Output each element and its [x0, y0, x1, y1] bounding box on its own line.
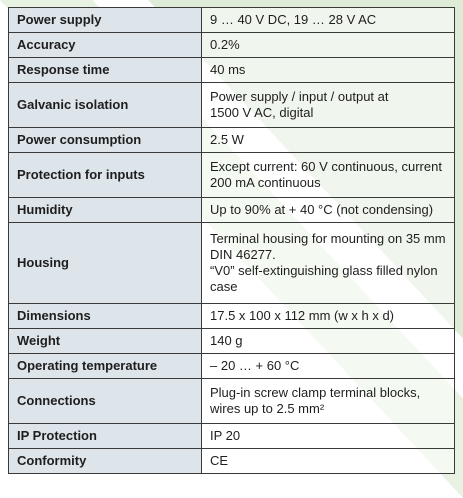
spec-row-humidity	[9, 198, 455, 223]
spec-value	[202, 153, 455, 198]
spec-value	[202, 304, 455, 329]
spec-value	[202, 379, 455, 424]
spec-row-response-time	[9, 58, 455, 83]
spec-value-line: 2.5 W	[210, 132, 244, 147]
spec-value	[202, 8, 455, 33]
spec-value-line: Except current: 60 V continuous, current	[210, 159, 442, 174]
spec-value-line: – 20 … + 60 °C	[210, 358, 300, 373]
spec-value	[202, 329, 455, 354]
spec-row-protection-inputs	[9, 153, 455, 198]
spec-row-dimensions	[9, 304, 455, 329]
spec-row-power-supply	[9, 8, 455, 33]
spec-row-accuracy	[9, 33, 455, 58]
spec-label: Conformity	[9, 449, 202, 474]
spec-value-line: Plug-in screw clamp terminal blocks,	[210, 385, 421, 400]
spec-label: Response time	[9, 58, 202, 83]
spec-value-line: CE	[210, 453, 229, 468]
spec-value-line: 17.5 x 100 x 112 mm (w x h x d)	[210, 308, 394, 323]
spec-label: Accuracy	[9, 33, 202, 58]
spec-value	[202, 83, 455, 128]
spec-row-power-consumption	[9, 128, 455, 153]
spec-label: Housing	[9, 223, 202, 304]
spec-value-line: “V0” self-extinguishing glass filled nylon	[210, 263, 438, 278]
spec-value	[202, 449, 455, 474]
spec-value-line: 1500 V AC, digital	[210, 105, 314, 120]
spec-value-line: Up to 90% at + 40 °C (not condensing)	[210, 202, 434, 217]
spec-value-line: Terminal housing for mounting on 35 mm	[210, 231, 446, 246]
spec-value-line: DIN 46277.	[210, 247, 276, 262]
spec-value	[202, 58, 455, 83]
spec-label: Weight	[9, 329, 202, 354]
spec-label: Humidity	[9, 198, 202, 223]
spec-value	[202, 33, 455, 58]
spec-value-line: IP 20	[210, 428, 241, 443]
spec-value-line: 0.2%	[210, 37, 240, 52]
spec-sheet	[8, 7, 455, 474]
spec-value	[202, 354, 455, 379]
spec-value-line: 40 ms	[210, 62, 246, 77]
spec-label: Dimensions	[9, 304, 202, 329]
spec-label: Galvanic isolation	[9, 83, 202, 128]
spec-row-conformity	[9, 449, 455, 474]
spec-label: Power consumption	[9, 128, 202, 153]
spec-value-line: Power supply / input / output at	[210, 89, 389, 104]
spec-value	[202, 223, 455, 304]
spec-label: IP Protection	[9, 424, 202, 449]
spec-row-housing	[9, 223, 455, 304]
spec-label: Power supply	[9, 8, 202, 33]
spec-value	[202, 198, 455, 223]
spec-value	[202, 424, 455, 449]
spec-row-galvanic-isolation	[9, 83, 455, 128]
spec-value-line: case	[210, 279, 238, 294]
spec-label: Protection for inputs	[9, 153, 202, 198]
spec-label: Connections	[9, 379, 202, 424]
spec-value-line: 140 g	[210, 333, 243, 348]
spec-value-line: 200 mA continuous	[210, 175, 321, 190]
spec-row-ip-protection	[9, 424, 455, 449]
spec-value-line: wires up to 2.5 mm²	[210, 401, 325, 416]
spec-row-weight	[9, 329, 455, 354]
spec-row-operating-temperature	[9, 354, 455, 379]
spec-label: Operating temperature	[9, 354, 202, 379]
spec-value-line: 9 … 40 V DC, 19 … 28 V AC	[210, 12, 377, 27]
spec-table	[8, 7, 455, 474]
spec-value	[202, 128, 455, 153]
spec-row-connections	[9, 379, 455, 424]
